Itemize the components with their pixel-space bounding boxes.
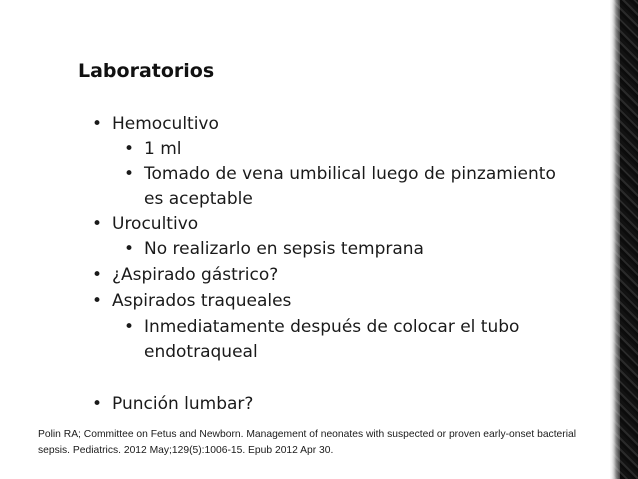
bullet-hemocultivo bbox=[92, 114, 219, 134]
reference-line: Polin RA; Committee on Fetus and Newborn. Management of neonates with suspected or proven early-onset bacterial bbox=[38, 429, 577, 440]
bullet-dot: • bbox=[92, 394, 103, 414]
bullet-aspirado-gastrico bbox=[92, 265, 279, 285]
bullet-text: Aspirados traqueales bbox=[112, 291, 292, 311]
bullet-dot: • bbox=[124, 317, 135, 337]
bullet-text: Hemocultivo bbox=[112, 114, 219, 134]
subbullet-tubo bbox=[124, 317, 520, 337]
subbullet-vena-umbilical-cont bbox=[144, 189, 253, 209]
bullet-aspirados-traqueales bbox=[92, 291, 292, 311]
bullet-dot: • bbox=[124, 164, 135, 184]
reference-line: sepsis. Pediatrics. 2012 May;129(5):1006-15. Epub 2012 Apr 30. bbox=[38, 445, 334, 456]
bullet-text: endotraqueal bbox=[144, 342, 258, 362]
bullet-text: Inmediatamente después de colocar el tubo bbox=[144, 317, 520, 337]
bullet-dot: • bbox=[92, 114, 103, 134]
slide-title: Laboratorios bbox=[78, 60, 215, 82]
bullet-text: 1 ml bbox=[144, 139, 182, 159]
bullet-text: Punción lumbar? bbox=[112, 394, 254, 414]
bullet-dot: • bbox=[92, 214, 103, 234]
reference-citation bbox=[38, 427, 608, 459]
bullet-dot: • bbox=[124, 139, 135, 159]
subbullet-1ml bbox=[124, 139, 182, 159]
subbullet-tubo-cont bbox=[144, 342, 258, 362]
bullet-text: ¿Aspirado gástrico? bbox=[112, 265, 279, 285]
bullet-dot: • bbox=[92, 291, 103, 311]
bullet-text: No realizarlo en sepsis temprana bbox=[144, 239, 424, 259]
subbullet-sepsis-temprana bbox=[124, 239, 424, 259]
bullet-dot: • bbox=[124, 239, 135, 259]
bullet-urocultivo bbox=[92, 214, 199, 234]
bullet-text: es aceptable bbox=[144, 189, 253, 209]
bullet-puncion-lumbar bbox=[92, 394, 254, 414]
subbullet-vena-umbilical bbox=[124, 164, 556, 184]
decorative-side-border bbox=[610, 0, 638, 479]
bullet-text: Tomado de vena umbilical luego de pinzamiento bbox=[144, 164, 556, 184]
bullet-dot: • bbox=[92, 265, 103, 285]
bullet-text: Urocultivo bbox=[112, 214, 199, 234]
